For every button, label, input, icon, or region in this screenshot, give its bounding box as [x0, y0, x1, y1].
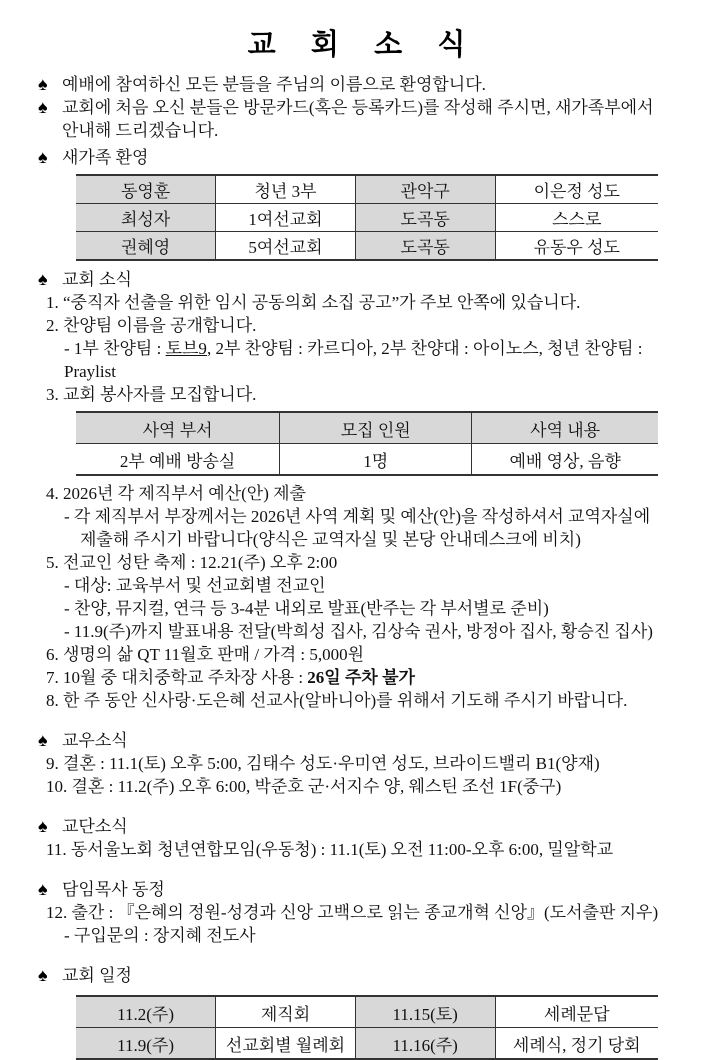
table-row	[76, 232, 658, 261]
intro-item-2	[38, 96, 689, 119]
news-item-7	[38, 666, 689, 689]
news-item-1: 1. “중직자 선출을 위한 임시 공동의회 소집 공고”가 주보 안쪽에 있습니다.	[46, 293, 581, 312]
table-cell: 관악구	[355, 175, 495, 204]
denomination-news-heading-text: 교단소식	[62, 817, 128, 836]
section-schedule-heading	[38, 964, 689, 987]
table-row	[76, 444, 658, 476]
section-church-news-heading	[38, 268, 689, 291]
spade-icon: ♠	[38, 97, 48, 117]
schedule-event-cell: 세례식, 정기 당회	[495, 1028, 658, 1060]
news-item-4: 4. 2026년 각 제직부서 예산(안) 제출	[46, 484, 306, 503]
table-cell: 1명	[280, 444, 472, 476]
table-cell: 5여선교회	[216, 232, 356, 261]
table-cell: 1여선교회	[216, 204, 356, 232]
spade-icon: ♠	[38, 730, 48, 750]
table-cell: 청년 3부	[216, 175, 356, 204]
table-cell: 예배 영상, 음향	[472, 444, 658, 476]
table-cell: 도곡동	[355, 232, 495, 261]
new-family-heading-text: 새가족 환영	[62, 148, 149, 167]
table-cell: 2부 예배 방송실	[76, 444, 280, 476]
schedule-event-cell: 선교회별 월례회	[216, 1028, 356, 1060]
intro-item-1-text: 예배에 참여하신 모든 분들을 주님의 이름으로 환영합니다.	[62, 75, 486, 94]
new-family-table	[76, 174, 658, 261]
news-item-4-sub: - 각 제직부서 부장께서는 2026년 사역 계획 및 예산(안)을 작성하셔서 교역자실에	[64, 507, 651, 526]
news-item-12-sub: - 구입문의 : 장지혜 전도사	[64, 926, 256, 945]
schedule-date-cell: 11.16(주)	[355, 1028, 495, 1060]
table-cell: 이은정 성도	[495, 175, 658, 204]
church-news-heading-text: 교회 소식	[62, 270, 132, 289]
section-member-news-heading	[38, 729, 689, 752]
praise-team-rest: , 2부 찬양팀 : 카르디아, 2부 찬양대 : 아이노스, 청년 찬양팀 : Praylist	[64, 339, 643, 381]
recruit-table	[76, 411, 658, 476]
spade-icon: ♠	[38, 147, 48, 167]
table-row	[76, 175, 658, 204]
news-item-12: 12. 출간 : 『은혜의 정원-성경과 신앙 고백으로 읽는 종교개혁 신앙』(도서출판 지우)	[46, 903, 659, 922]
spade-icon: ♠	[38, 879, 48, 899]
intro-item-2-cont: 안내해 드리겠습니다.	[62, 121, 219, 140]
member-news-heading-text: 교우소식	[62, 731, 128, 750]
schedule-date-cell: 11.2(주)	[76, 996, 216, 1028]
spade-icon: ♠	[38, 965, 48, 985]
news-item-11: 11. 동서울노회 청년연합모임(우동청) : 11.1(토) 오전 11:00-오후 6:00, 밀알학교	[46, 840, 614, 859]
table-cell: 권혜영	[76, 232, 216, 261]
intro-item-2-text: 교회에 처음 오신 분들은 방문카드(혹은 등록카드)를 작성해 주시면, 새가족부에서	[62, 98, 654, 117]
parking-prefix: 7. 10월 중 대치중학교 주차장 사용 :	[46, 668, 308, 687]
spade-icon: ♠	[38, 269, 48, 289]
section-denomination-news-heading	[38, 815, 689, 838]
table-cell: 동영훈	[76, 175, 216, 204]
news-item-5-sub1: - 대상: 교육부서 및 선교회별 전교인	[64, 576, 326, 595]
table-cell: 유동우 성도	[495, 232, 658, 261]
table-row	[76, 996, 658, 1028]
schedule-date-cell: 11.15(토)	[355, 996, 495, 1028]
news-item-3: 3. 교회 봉사자를 모집합니다.	[46, 385, 257, 404]
news-item-5: 5. 전교인 성탄 축제 : 12.21(주) 오후 2:00	[46, 553, 338, 572]
news-item-10: 10. 결혼 : 11.2(주) 오후 6:00, 박준호 군·서지수 양, 웨스틴 조선 1F(중구)	[46, 777, 562, 796]
news-item-5-sub2: - 찬양, 뮤지컬, 연극 등 3-4분 내외로 발표(반주는 각 부서별로 준비)	[64, 599, 549, 618]
table-row	[76, 204, 658, 232]
news-item-2-sub	[38, 337, 689, 383]
page-title: 교 회 소 식	[247, 29, 480, 61]
schedule-event-cell: 제직회	[216, 996, 356, 1028]
news-item-5-sub3: - 11.9(주)까지 발표내용 전달(박희성 집사, 김상숙 권사, 방정아 집사, 황승진 집사)	[64, 622, 653, 641]
news-item-2: 2. 찬양팀 이름을 공개합니다.	[46, 316, 257, 335]
table-header-row	[76, 412, 658, 444]
schedule-event-cell: 세례문답	[495, 996, 658, 1028]
news-item-9: 9. 결혼 : 11.1(토) 오후 5:00, 김태수 성도·우미연 성도, 브라이드밸리 B1(양재)	[46, 754, 600, 773]
news-item-6: 6. 생명의 삶 QT 11월호 판매 / 가격 : 5,000원	[46, 645, 365, 664]
praise-team-name: 토브9	[165, 339, 207, 358]
schedule-table	[76, 995, 658, 1060]
section-pastor-news-heading	[38, 878, 689, 901]
news-item-4-cont: 제출해 주시기 바랍니다(양식은 교역자실 및 본당 안내데스크에 비치)	[80, 530, 581, 549]
section-new-family-heading	[38, 146, 689, 169]
intro-item-1	[38, 73, 689, 96]
table-header-cell: 모집 인원	[280, 412, 472, 444]
table-header-cell: 사역 내용	[472, 412, 658, 444]
pastor-news-heading-text: 담임목사 동정	[62, 880, 165, 899]
table-header-cell: 사역 부서	[76, 412, 280, 444]
spade-icon: ♠	[38, 816, 48, 836]
spade-icon: ♠	[38, 74, 48, 94]
table-cell: 최성자	[76, 204, 216, 232]
table-cell: 도곡동	[355, 204, 495, 232]
schedule-heading-text: 교회 일정	[62, 966, 132, 985]
parking-restriction: 26일 주차 불가	[307, 668, 415, 687]
table-cell: 스스로	[495, 204, 658, 232]
table-row	[76, 1028, 658, 1060]
news-item-8: 8. 한 주 동안 신사랑·도은혜 선교사(알바니아)를 위해서 기도해 주시기 바랍니다.	[46, 691, 628, 710]
praise-team-prefix: - 1부 찬양팀 :	[64, 339, 166, 358]
schedule-date-cell: 11.9(주)	[76, 1028, 216, 1060]
